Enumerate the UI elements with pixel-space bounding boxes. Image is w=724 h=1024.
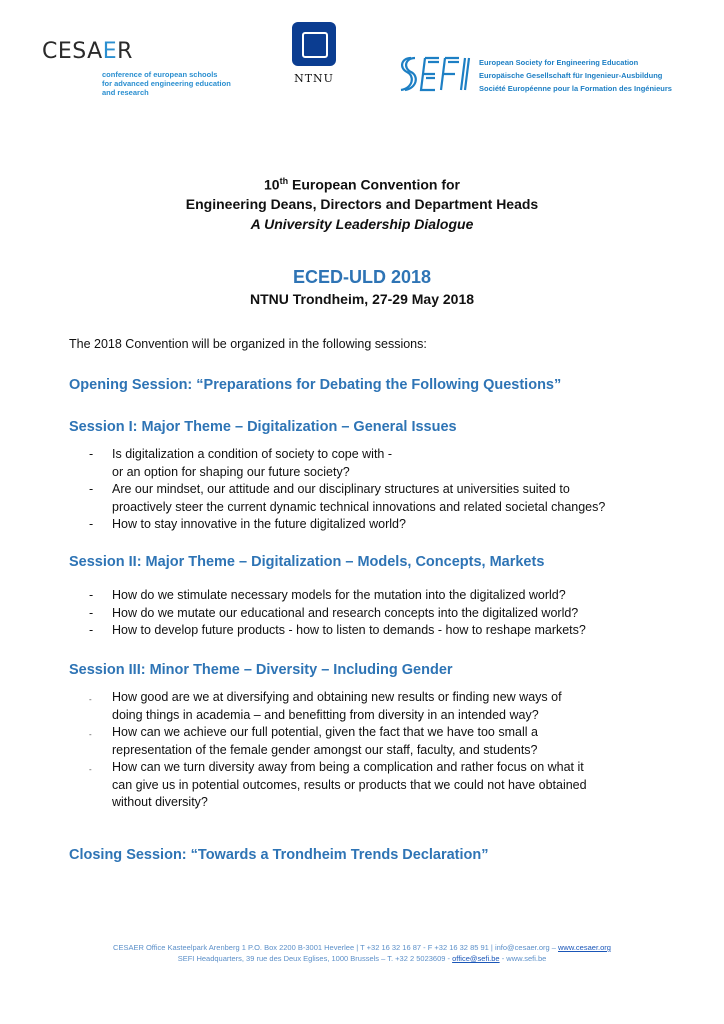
- event-name: ECED-ULD 2018: [292, 267, 432, 287]
- closing-session-heading: Closing Session: “Towards a Trondheim Trends Declaration”: [69, 847, 489, 863]
- list-item: - How to stay innovative in the future digitalized world?: [89, 517, 406, 531]
- footer-line-cesaer: CESAER Office Kasteelpark Arenberg 1 P.O. Box 2200 B-3001 Heverlee | T +32 16 32 16 87 - F +32 16 32 85 91 | info@cesaer.org – www.cesaer.org: [113, 943, 611, 952]
- list-item: - How good are we at diversifying and obtaining new results or finding new ways of doing things in academia – and benefitting from diversity in an intended way?: [89, 690, 562, 722]
- event-place: NTNU Trondheim, 27-29 May 2018: [249, 291, 475, 307]
- list-item: - How can we turn diversity away from being a complication and rather focus on what it can give us in potential outcomes, results or products that we could not have obtained without diversity?: [89, 760, 587, 809]
- cesaer-logo: [42, 40, 242, 97]
- list-item: - Are our mindset, our attitude and our disciplinary structures at universities suited to proactively steer the current dynamic technical innovations and related societal changes?: [89, 482, 606, 514]
- footer: [0, 942, 724, 964]
- ntnu-mark-icon: [292, 22, 336, 66]
- cesaer-wordmark: CESAER: [42, 39, 133, 64]
- sefi-name-lines: European Society for Engineering Education Europäische Gesellschaft für Ingenieur-Ausbildung Société Européenne pour la Formation des Ingénieurs: [479, 58, 672, 93]
- sefi-mark-icon: [395, 52, 475, 96]
- footer-line-sefi: SEFI Headquarters, 39 rue des Deux Eglises, 1000 Brussels – T. +32 2 5023609 - office@sefi.be - www.sefi.be: [177, 954, 547, 963]
- cesaer-website-link[interactable]: www.cesaer.org: [558, 943, 611, 952]
- session-3-heading: Session III: Minor Theme – Diversity – Including Gender: [69, 662, 453, 678]
- sefi-logo: [395, 52, 695, 98]
- opening-session-heading: Opening Session: “Preparations for Debating the Following Questions”: [69, 377, 562, 393]
- cesaer-tagline: conference of european schools for advanced engineering education and research: [102, 70, 231, 97]
- session-3-list: [89, 689, 587, 812]
- session-1-list: [89, 446, 605, 534]
- session-2-heading: Session II: Major Theme – Digitalization – Models, Concepts, Markets: [69, 554, 545, 570]
- list-item: - How to develop future products - how to listen to demands - how to reshape markets?: [89, 623, 586, 637]
- title-line-3: A University Leadership Dialogue: [250, 216, 474, 232]
- list-item: - How can we achieve our full potential, given the fact that we have too small a representation of the female gender amongst our staff, faculty, and students?: [89, 725, 538, 757]
- title-line-2: Engineering Deans, Directors and Department Heads: [185, 196, 539, 212]
- session-2-list: [89, 587, 586, 640]
- ntnu-logo: [289, 22, 339, 85]
- title-line-1: 10th European Convention for: [264, 176, 460, 193]
- ntnu-wordmark: NTNU: [294, 72, 334, 85]
- intro-text: The 2018 Convention will be organized in the following sessions:: [69, 337, 427, 351]
- sefi-email-link[interactable]: office@sefi.be: [452, 954, 500, 963]
- list-item: - How do we mutate our educational and research concepts into the digitalized world?: [89, 605, 579, 620]
- list-item: - How do we stimulate necessary models for the mutation into the digitalized world?: [89, 588, 566, 602]
- session-1-heading: Session I: Major Theme – Digitalization – General Issues: [69, 419, 457, 435]
- list-item: - Is digitalization a condition of society to cope with - or an option for shaping our future society?: [89, 447, 393, 479]
